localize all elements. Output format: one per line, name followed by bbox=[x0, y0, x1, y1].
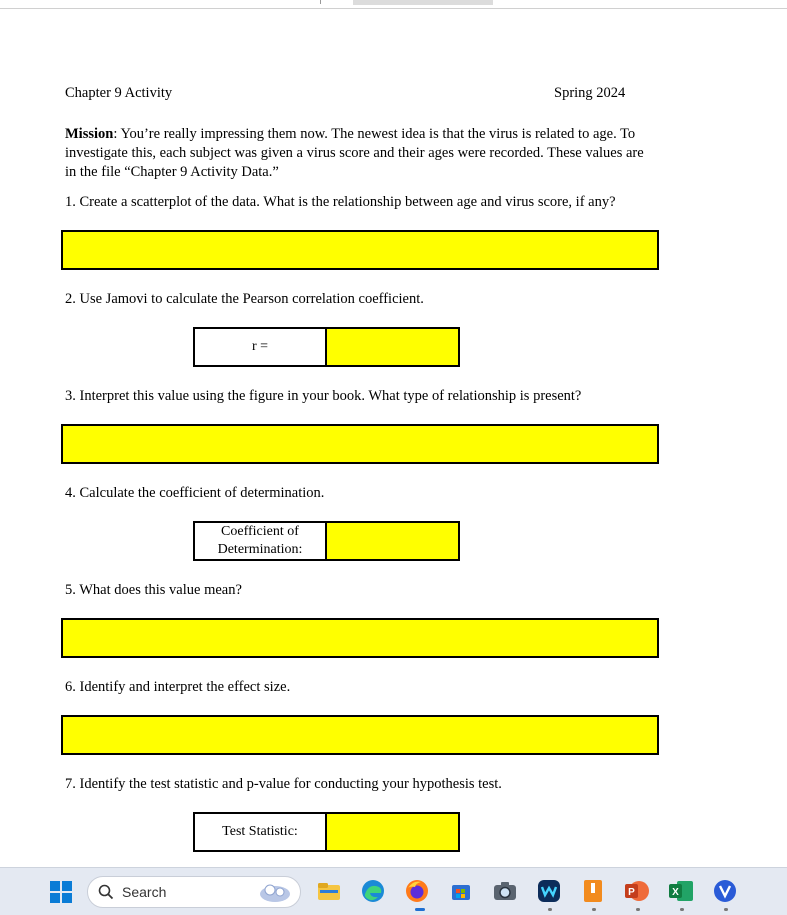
label-cell-test-statistic: Test Statistic: bbox=[193, 812, 327, 852]
excel-icon[interactable] bbox=[668, 878, 694, 904]
answer-cell-cod[interactable] bbox=[327, 521, 460, 561]
microsoft-store-icon[interactable] bbox=[448, 878, 474, 904]
question-3: 3. Interpret this value using the figure in your book. What type of relationship is present? bbox=[65, 388, 582, 404]
file-explorer-icon[interactable] bbox=[316, 878, 342, 904]
mission-label: Mission bbox=[65, 126, 114, 142]
running-indicator-vpn bbox=[724, 908, 728, 911]
svg-text:X: X bbox=[672, 887, 679, 898]
answer-cell-r[interactable] bbox=[327, 327, 460, 367]
active-app-indicator bbox=[415, 908, 425, 911]
answer-box-3[interactable] bbox=[61, 424, 659, 464]
answer-cell-test-statistic[interactable] bbox=[327, 812, 460, 852]
browser-top-bar bbox=[0, 0, 787, 9]
header-title: Chapter 9 Activity bbox=[65, 85, 173, 101]
windows-start-icon[interactable] bbox=[50, 881, 72, 903]
camera-icon[interactable] bbox=[492, 878, 518, 904]
question-4: 4. Calculate the coefficient of determination. bbox=[65, 485, 325, 501]
mission-paragraph bbox=[65, 125, 645, 182]
firefox-icon[interactable] bbox=[404, 878, 430, 904]
question-6: 6. Identify and interpret the effect size. bbox=[65, 679, 291, 695]
running-indicator-excel bbox=[680, 908, 684, 911]
edge-icon[interactable] bbox=[360, 878, 386, 904]
question-5: 5. What does this value mean? bbox=[65, 582, 242, 598]
sticky-app-icon[interactable] bbox=[580, 878, 606, 904]
running-indicator-webex bbox=[548, 908, 552, 911]
search-highlight-icon bbox=[256, 880, 294, 904]
webex-icon[interactable] bbox=[536, 878, 562, 904]
top-divider bbox=[320, 0, 321, 4]
label-cell-cod: Coefficient of Determination: bbox=[193, 521, 327, 561]
vpn-icon[interactable] bbox=[712, 878, 738, 904]
mission-text: : You’re really impressing them now. The newest idea is that the virus is related to age. To investigate this, each subject was given a virus score and their ages were recorded. These values are in the file “Chapter 9 Activity Data.” bbox=[65, 126, 644, 180]
svg-text:P: P bbox=[628, 887, 635, 898]
label-cell-r: r = bbox=[193, 327, 327, 367]
search-placeholder: Search bbox=[122, 884, 167, 900]
running-indicator-powerpoint bbox=[636, 908, 640, 911]
search-icon bbox=[98, 884, 114, 900]
question-2: 2. Use Jamovi to calculate the Pearson correlation coefficient. bbox=[65, 291, 424, 307]
scroll-indicator[interactable] bbox=[353, 0, 493, 5]
taskbar bbox=[0, 867, 787, 915]
running-indicator-sticky bbox=[592, 908, 596, 911]
question-1: 1. Create a scatterplot of the data. What is the relationship between age and virus score, if any? bbox=[65, 194, 616, 210]
powerpoint-icon[interactable] bbox=[624, 878, 650, 904]
answer-box-1[interactable] bbox=[61, 230, 659, 270]
question-7: 7. Identify the test statistic and p-value for conducting your hypothesis test. bbox=[65, 776, 502, 792]
taskbar-search[interactable] bbox=[87, 876, 301, 908]
document-page bbox=[0, 9, 787, 867]
answer-box-5[interactable] bbox=[61, 618, 659, 658]
header-term: Spring 2024 bbox=[554, 85, 626, 101]
answer-box-6[interactable] bbox=[61, 715, 659, 755]
